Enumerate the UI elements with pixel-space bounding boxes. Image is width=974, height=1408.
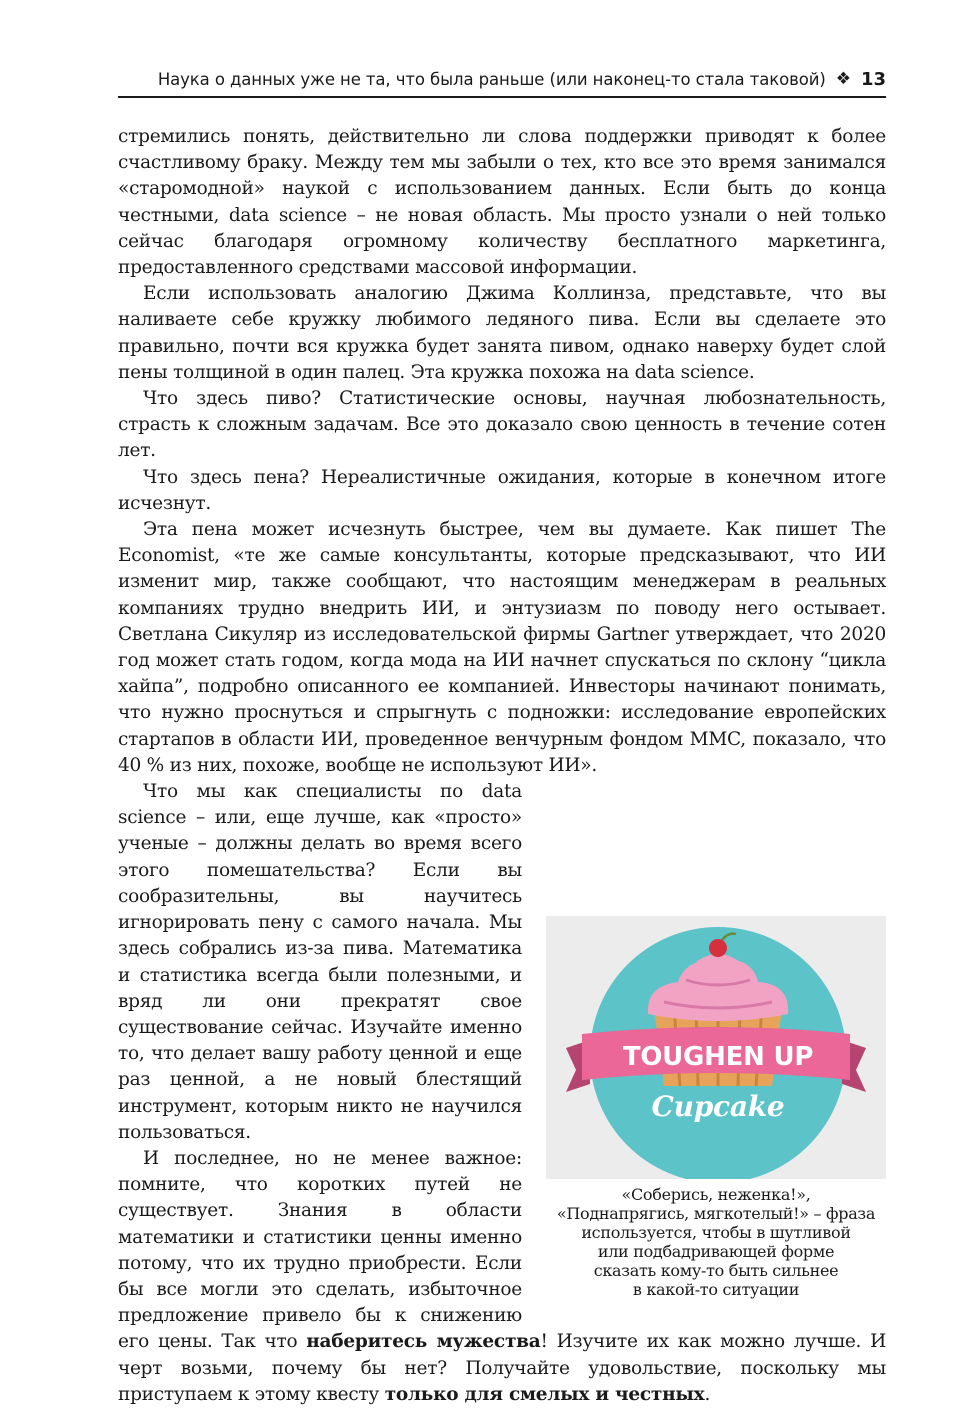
caption-line: «Соберись, неженка!», — [621, 1185, 811, 1205]
caption-line: сказать кому-то быть сильнее — [593, 1261, 839, 1281]
banner-line2: Cupcake — [651, 1090, 785, 1124]
paragraph: Что здесь пена? Нереалистичные ожидания, которые в конечном итоге исчезнут. — [118, 466, 886, 514]
banner-line1: TOUGHEN UP — [622, 1042, 814, 1073]
paragraph: Эта пена может исчезнуть быстрее, чем вы думаете. Как пишет The Economist, «те же самые консультанты, которые предсказывают, что ИИ изменит мир, также сообщают, что настоящим менеджерам в реальных компаниях трудно внедрить ИИ, и энтузиазм по поводу него остывает. Светлана Сикуляр из исследовательской фирмы Gartner утверждает, что 2020 год может стать годом, когда мода на ИИ начнет спускаться по склону “цикла хайпа”, подробно описанного ее компанией. Инвесторы начинают понимать, что нужно проснуться и спрыгнуть с подножки: исследование европейских стартапов в области ИИ, проведенное венчурным фондом MMC, показало, что 40 % из них, похоже, вообще не используют ИИ». — [118, 519, 886, 776]
bold-phrase: только для смелых и честных — [384, 1383, 705, 1405]
cupcake-illustration — [546, 916, 886, 1179]
paragraph: Что мы как специалисты по data science – или, еще лучше, как «просто» ученые – должны делать во время всего этого помешательства? Если вы сообразительны, вы научитесь игнорировать пену с самого начала. Мы здесь собрались из-за пива. Математика и статистика всегда были полезными, и вряд ли они прекратят свое существование сейчас. Изучайте именно то, что делает вашу работу ценной и еще раз ценной, а не новый блестящий инструмент, которым никто не научился пользоваться. — [118, 781, 522, 1143]
paragraph-text: ! Изучите их как можно лучше. И черт возьми, почему бы нет? Получайте удовольствие, поскольку мы приступаем к этому квесту — [118, 1331, 886, 1405]
caption-line: в какой-то ситуации — [632, 1280, 800, 1300]
page-number: 13 — [860, 68, 886, 90]
paragraph-text: И последнее, но не менее важное: помните, что коротких путей не существует. Знания в области математики и статистики ценны именно потому, что их трудно приобрести. Если бы все могли это сделать, избыточное предложение привело бы к снижению его цены. Так что — [118, 1147, 522, 1353]
paragraph-text: . — [704, 1383, 711, 1405]
caption-line: или подбадривающей форме — [597, 1242, 835, 1262]
body-text — [118, 124, 886, 1408]
figure — [546, 916, 886, 1314]
figure-caption — [546, 1185, 886, 1299]
running-title: Наука о данных уже не та, что была раньше (или наконец-то стала таковой) — [157, 69, 826, 89]
page-header — [118, 62, 886, 98]
paragraph: Что здесь пиво? Статистические основы, научная любознательность, страсть к сложным задачам. Все это доказало свою ценность в течение сотен лет. — [118, 388, 886, 462]
paragraph: стремились понять, действительно ли слова поддержки приводят к более счастливому браку. Между тем мы забыли о тех, кто все это время занимался «старомодной» наукой с использованием данных. Если быть до конца честными, data science – не новая область. Мы просто узнали о ней только сейчас благодаря огромному количеству бесплатного маркетинга, предоставленного средствами массовой информации. — [118, 126, 886, 279]
bold-phrase: наберитесь мужества — [306, 1331, 541, 1353]
caption-line: используется, чтобы в шутливой — [581, 1223, 851, 1243]
paragraph: Если использовать аналогию Джима Коллинза, представьте, что вы наливаете себе кружку любимого ледяного пива. Если вы сделаете это правильно, почти вся кружка будет занята пивом, однако наверху будет слой пены толщиной в один палец. Эта кружка похожа на data science. — [118, 283, 886, 383]
ornament-icon: ❖ — [835, 69, 851, 89]
caption-line: «Поднапрягись, мягкотелый!» – фраза — [556, 1204, 876, 1224]
cherry-icon — [709, 939, 727, 957]
